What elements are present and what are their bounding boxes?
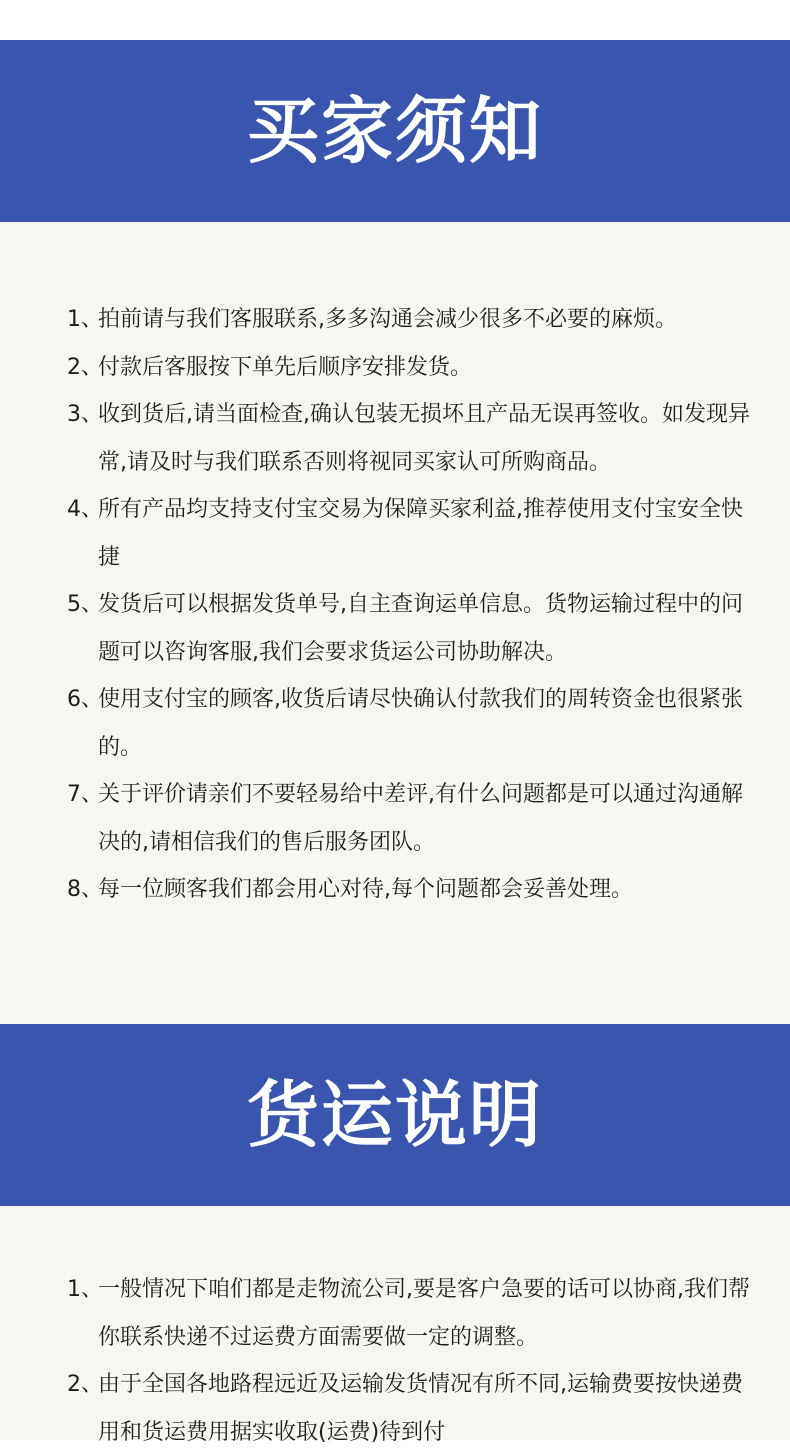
buyer-notice-list — [0, 296, 790, 914]
item-number: 6、 — [67, 687, 103, 712]
item-number: 4、 — [67, 497, 103, 522]
item-text: 付款后客服按下单先后顺序安排发货。 — [98, 354, 473, 380]
list-item — [67, 866, 750, 914]
item-number: 1、 — [67, 307, 103, 332]
item-text: 拍前请与我们客服联系,多多沟通会减少很多不必要的麻烦。 — [98, 307, 677, 332]
item-text: 所有产品均支持支付宝交易为保障买家利益,推荐使用支付宝安全快捷 — [98, 497, 743, 570]
buyer-notice-banner — [0, 40, 790, 222]
item-number: 7、 — [67, 782, 103, 807]
buyer-notice-title: 买家须知 — [246, 89, 543, 173]
list-item — [67, 1361, 750, 1456]
item-text: 使用支付宝的顾客,收货后请尽快确认付款我们的周转资金也很紧张的。 — [98, 687, 743, 760]
shipping-banner — [0, 1024, 790, 1206]
list-item — [67, 1266, 750, 1361]
list-item — [67, 676, 750, 771]
shipping-content — [0, 1206, 790, 1445]
shipping-list — [0, 1266, 790, 1456]
item-text: 收到货后,请当面检查,确认包装无损坏且产品无误再签收。如发现异常,请及时与我们联系否则将视同买家认可所购商品。 — [98, 402, 750, 475]
list-item — [67, 581, 750, 676]
item-text: 由于全国各地路程远近及运输发货情况有所不同,运输费要按快递费用和货运费用据实收取(运费)待到付 — [98, 1372, 743, 1445]
buyer-notice-content — [0, 222, 790, 1024]
item-number: 8、 — [67, 877, 103, 902]
list-item — [67, 771, 750, 866]
item-text: 发货后可以根据发货单号,自主查询运单信息。货物运输过程中的问题可以咨询客服,我们会要求货运公司协助解决。 — [98, 592, 743, 665]
item-number: 2、 — [67, 1372, 103, 1397]
item-number: 1、 — [67, 1277, 103, 1302]
shipping-title: 货运说明 — [246, 1073, 543, 1157]
item-number: 2、 — [67, 354, 103, 380]
list-item — [67, 296, 750, 344]
top-spacer — [0, 0, 790, 40]
list-item — [67, 391, 750, 486]
item-number: 3、 — [67, 402, 103, 427]
item-text: 关于评价请亲们不要轻易给中差评,有什么问题都是可以通过沟通解决的,请相信我们的售后服务团队。 — [98, 782, 743, 855]
item-text: 一般情况下咱们都是走物流公司,要是客户急要的话可以协商,我们帮你联系快递不过运费方面需要做一定的调整。 — [98, 1277, 750, 1350]
list-item — [67, 344, 750, 392]
item-text: 每一位顾客我们都会用心对待,每个问题都会妥善处理。 — [98, 877, 633, 902]
item-number: 5、 — [67, 592, 103, 617]
list-item — [67, 486, 750, 581]
